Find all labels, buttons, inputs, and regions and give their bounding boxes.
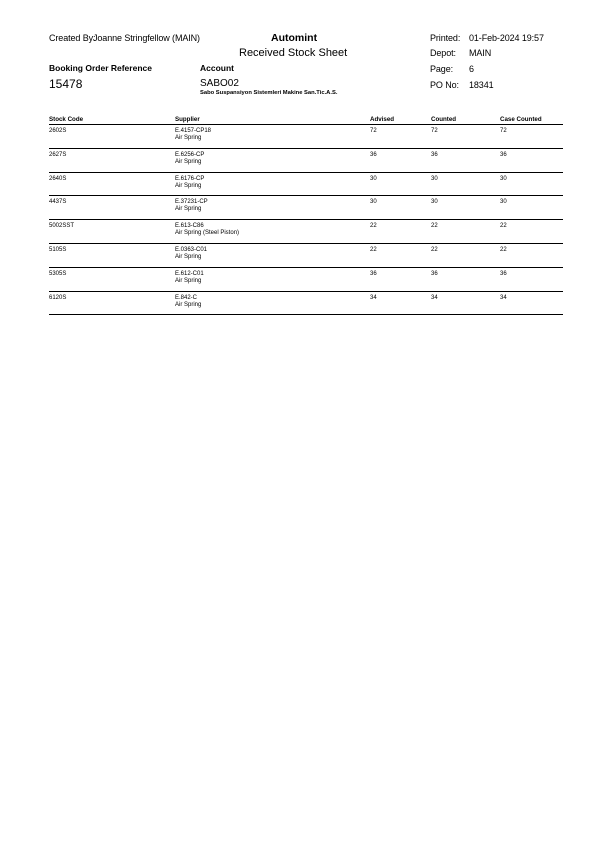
table-row: [49, 173, 563, 197]
advised-qty: 30: [370, 175, 377, 182]
table-row: [49, 268, 563, 292]
depot-label: Depot:: [430, 48, 456, 58]
created-by-label: Created By:: [49, 33, 96, 43]
col-stock-code: Stock Code: [49, 116, 84, 123]
supplier-ref: E.613-C86: [175, 223, 204, 230]
case-counted-qty: 72: [500, 128, 507, 134]
stock-table: [49, 125, 563, 315]
supplier-ref: E.37231-CP: [175, 199, 208, 206]
counted-qty: 22: [431, 246, 438, 253]
item-description: Air Spring: [175, 158, 202, 165]
case-counted-qty: 22: [500, 246, 507, 253]
stock-code: 5305S: [49, 270, 67, 277]
col-advised: Advised: [370, 116, 395, 123]
table-row: [49, 196, 563, 220]
table-row: [49, 220, 563, 244]
advised-qty: 22: [370, 246, 377, 253]
printed-label: Printed:: [430, 33, 461, 43]
case-counted-qty: 30: [500, 199, 507, 206]
item-description: Air Spring: [175, 135, 202, 141]
stock-code: 5002SST: [49, 223, 75, 230]
booking-ref-value: 15478: [49, 77, 83, 91]
stock-code: 6120S: [49, 294, 67, 301]
company-name: Automint: [271, 32, 318, 44]
advised-qty: 22: [370, 223, 377, 230]
counted-qty: 30: [431, 199, 438, 206]
table-row: [49, 292, 563, 316]
item-description: Air Spring: [175, 301, 202, 308]
supplier-ref: E.0363-C01: [175, 246, 208, 253]
account-value: SABO02: [200, 78, 239, 89]
supplier-ref: E.6176-CP: [175, 175, 205, 182]
table-row: [49, 244, 563, 268]
stock-code: 2602S: [49, 128, 67, 134]
supplier-ref: E.4157-CP18: [175, 128, 212, 134]
created-by-value: Joanne Stringfellow (MAIN): [93, 33, 200, 43]
po-value: 18341: [469, 80, 494, 90]
supplier-ref: E.842-C: [175, 294, 198, 301]
counted-qty: 22: [431, 223, 438, 230]
case-counted-qty: 36: [500, 151, 507, 158]
supplier-ref: E.612-C01: [175, 270, 204, 277]
stock-code: 2627S: [49, 151, 67, 158]
advised-qty: 36: [370, 270, 377, 277]
counted-qty: 72: [431, 128, 438, 134]
printed-value: 01-Feb-2024 19:57: [469, 33, 544, 43]
depot-value: MAIN: [469, 48, 492, 58]
advised-qty: 30: [370, 199, 377, 206]
stock-code: 4437S: [49, 199, 67, 206]
col-case-counted: Case Counted: [500, 116, 542, 123]
counted-qty: 36: [431, 270, 438, 277]
account-label: Account: [200, 63, 234, 73]
advised-qty: 36: [370, 151, 377, 158]
case-counted-qty: 34: [500, 294, 507, 301]
counted-qty: 36: [431, 151, 438, 158]
counted-qty: 30: [431, 175, 438, 182]
page-label: Page:: [430, 64, 454, 74]
sheet-title: Received Stock Sheet: [239, 47, 348, 59]
item-description: Air Spring: [175, 253, 202, 260]
stock-code: 5105S: [49, 246, 67, 253]
supplier-ref: E.6256-CP: [175, 151, 205, 158]
counted-qty: 34: [431, 294, 438, 301]
item-description: Air Spring: [175, 277, 202, 284]
booking-ref-label: Booking Order Reference: [49, 63, 152, 73]
item-description: Air Spring: [175, 182, 202, 189]
table-row: [49, 125, 563, 149]
case-counted-qty: 36: [500, 270, 507, 277]
stock-code: 2640S: [49, 175, 67, 182]
advised-qty: 34: [370, 294, 377, 301]
col-supplier: Supplier: [175, 116, 200, 123]
col-counted: Counted: [431, 116, 457, 123]
page-value: 6: [469, 64, 474, 74]
supplier-name: Sabo Suspansiyon Sistemleri Makine San.Tic.A.S.: [200, 90, 338, 96]
item-description: Air Spring: [175, 206, 202, 213]
table-row: [49, 149, 563, 173]
advised-qty: 72: [370, 128, 377, 134]
po-label: PO No:: [430, 80, 459, 90]
case-counted-qty: 22: [500, 223, 507, 230]
case-counted-qty: 30: [500, 175, 507, 182]
item-description: Air Spring (Steel Piston): [175, 230, 240, 237]
